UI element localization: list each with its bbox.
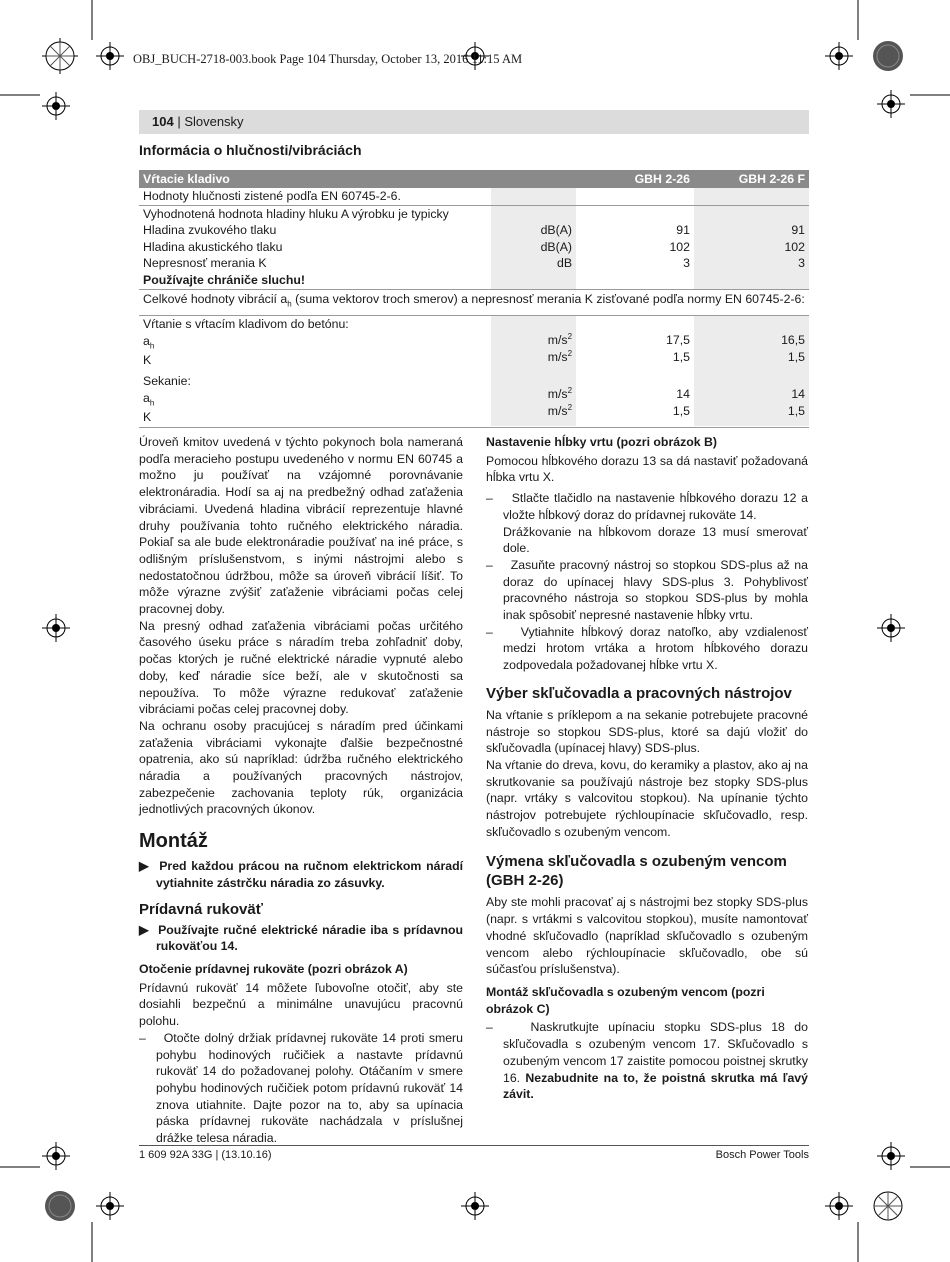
vibration-intro: Celkové hodnoty vibrácií $a_h$ (suma vektorov troch smerov) a nepresnosť merania K zisťované podľa normy EN 60745-2-6: (139, 289, 809, 315)
noise-label: Hladina akustického tlaku (143, 239, 283, 254)
list-item: – Stlačte tlačidlo na nastavenie hĺbkového dorazu 12 a vložte hĺbkový doraz do prídavnej rukoväte 14. (486, 491, 808, 522)
symbol-k: K (143, 353, 152, 368)
noise-value: 91 (676, 223, 690, 238)
page-section: Slovensky (184, 114, 244, 129)
noise-unit: dB (556, 256, 573, 271)
header-model-1: GBH 2-26 (576, 170, 694, 188)
noise-eval-text: Vyhodnotená hodnota hladiny hluku A výrobku je typicky (143, 206, 449, 221)
list-item: – Vytiahnite hĺbkový doraz natoľko, aby vzdialenosť medzi hrotom vrtáka a hrotom hĺbkového dorazu zodpovedala požadovanej hĺbke vrtu X. (486, 624, 808, 673)
vib-value: 14 (791, 386, 805, 401)
warning-item: ▶ Používajte ručné elektrické náradie iba s prídavnou rukoväťou 14. (139, 922, 463, 954)
heading-mount: Montáž skľučovadla s ozubeným vencom (pozri obrázok C) (486, 984, 765, 1016)
chisel-label: Sekanie: (143, 373, 191, 388)
table-row (139, 188, 809, 205)
noise-value: 3 (798, 256, 805, 271)
table-row (139, 205, 809, 289)
page-title: Informácia o hlučnosti/vibráciách (139, 142, 362, 158)
header-product: Vŕtacie kladivo (139, 170, 491, 188)
table-row (139, 289, 809, 315)
vib-value: 17,5 (666, 333, 690, 348)
noise-unit: dB(A) (540, 239, 573, 254)
page-bar (139, 110, 809, 134)
noise-value: 102 (784, 239, 805, 254)
paragraph: Úroveň kmitov uvedená v týchto pokynoch bola nameraná podľa meracieho postupu uvedeného v normu EN 60745 a možno ju používať na vzájomné porovnávanie elektronáradia. Hodí sa aj na predbežný odhad zaťaženia vibráciami. Uvedená hladina vibrácií reprezentuje hlavné druhy používania tohto ručného elektrického náradia. Pokiaľ sa ale bude elektronáradie používať na iné práce, s odlišným príslušenstvom, s inými nástrojmi alebo s nedostatočnou údržbou, môže sa úroveň vibrácií líšiť. To môže výrazne zvýšiť zaťaženie vibráciami počas celej pracovnej doby. (139, 435, 463, 617)
paragraph: Na presný odhad zaťaženia vibráciami počas určitého časového úseku práce s náradím treba zohľadniť doby, počas ktorých je ručné elektrické náradie vypnuté alebo doby, keď náradie síce beží, ale v skutočnosti sa nepoužíva. To môže výrazne redukovať zaťaženie vibráciami počas celej pracovnej doby. (139, 618, 463, 717)
right-column (486, 434, 808, 1103)
unit-ms2: $m/s^2$ (547, 385, 573, 401)
footer-code: 1 609 92A 33G | (13.10.16) (139, 1149, 272, 1161)
vib-value: 16,5 (781, 333, 805, 348)
symbol-ah: $a_h$ (143, 391, 155, 408)
list-item: – Zasuňte pracovný nástroj so stopkou SDS-plus až na doraz do upínacej hlavy SDS-plus 3. Pohyblivosť pracovného nástroja so stopkou SDS-plus by mohla inak spôsobiť nepresné nastavenie hĺbky vrtu. (486, 557, 808, 623)
noise-intro: Hodnoty hlučnosti zistené podľa EN 60745-2-6. (143, 189, 401, 203)
table-header-row (139, 170, 809, 188)
drill-label: Vŕtanie s vŕtacím kladivom do betónu: (143, 316, 349, 331)
vib-value: 1,5 (672, 349, 690, 364)
paragraph: Na vŕtanie do dreva, kovu, do keramiky a plastov, ako aj na skrutkovanie sa používajú nástroje bez stopky SDS-plus (napr. vrtáky s valcovitou stopkou). Na upínanie týchto nástrojov potrebujete rýchloupínacie skľučovadlo, resp. skľučovadlo s ozubeným vencom. (486, 757, 808, 839)
symbol-k: K (143, 410, 152, 425)
noise-value: 102 (669, 239, 690, 254)
list-item: – Otočte dolný držiak prídavnej rukoväte 14 proti smeru pohybu hodinových ručičiek a nastavte prídavnú rukoväť 14 do požadovanej polohy. Otáčaním v smere pohybu hodinových ručičiek potom prídavnú rukoväť 14 znova utiahnite. Dajte pozor na to, aby sa upínacia páska prídavnej rukoväte nachádzala v príslušnej drážke telesa náradia. (139, 1030, 463, 1146)
vib-value: 1,5 (787, 349, 805, 364)
heading-depth: Nastavenie hĺbky vrtu (pozri obrázok B) (486, 435, 717, 449)
paragraph: Na vŕtanie s príklepom a na sekanie potrebujete pracovné nástroje so stopkou SDS-plus, ktoré sa dajú vložiť do skľučovadla (upínacej hlavy) SDS-plus. (486, 707, 808, 756)
paragraph: Pomocou hĺbkového dorazu 13 sa dá nastaviť požadovaná hĺbka vrtu X. (486, 453, 808, 485)
paragraph: Prídavnú rukoväť 14 môžete ľubovoľne otočiť, aby ste dosiahli bezpečnú a minimálne unavujúcu pracovnú polohu. (139, 980, 463, 1029)
noise-value: 3 (683, 256, 690, 271)
table-row (139, 315, 809, 426)
noise-unit: dB(A) (540, 223, 573, 238)
header-unit (491, 170, 576, 188)
unit-ms2: $m/s^2$ (547, 402, 573, 418)
footer-divider (139, 1145, 809, 1146)
list-item: – Naskrutkujte upínaciu stopku SDS-plus 18 do skľučovadla s ozubeným vencom 17. Skľučovadlo s ozubeným vencom 17 zaistite pomocou poistnej skrutky 16. Nezabudnite na to, že poistná skrutka má ľavý závit. (486, 1020, 808, 1102)
symbol-ah: $a_h$ (143, 334, 155, 351)
heading-replace: Výmena skľučovadla s ozubeným vencom (GBH 2-26) (486, 853, 787, 890)
list-item-continued: Drážkovanie na hĺbkovom doraze 13 musí smerovať dole. (503, 524, 808, 556)
footer-brand: Bosch Power Tools (715, 1149, 809, 1161)
noise-label: Nepresnosť merania K (143, 256, 267, 271)
unit-ms2: $m/s^2$ (547, 332, 573, 348)
spec-table (139, 170, 809, 428)
noise-value: 91 (791, 223, 805, 238)
section-heading-montaz: Montáž (139, 830, 208, 853)
vib-value: 14 (676, 386, 690, 401)
unit-ms2: $m/s^2$ (547, 348, 573, 364)
heading-rotate: Otočenie prídavnej rukoväte (pozri obrázok A) (139, 961, 408, 976)
hearing-warning: Používajte chrániče sluchu! (143, 272, 305, 287)
heading-chuck: Výber skľučovadla a pracovných nástrojov (486, 684, 792, 702)
warning-item: ▶ Pred každou prácou na ručnom elektrickom náradí vytiahnite zástrčku náradia zo zásuvky. (139, 859, 463, 890)
left-column (139, 434, 463, 1147)
vib-value: 1,5 (672, 403, 690, 418)
paragraph: Na ochranu osoby pracujúcej s náradím pred účinkami zaťaženia vibráciami vykonajte ďalšie bezpečnostné opatrenia, ako sú napríklad: údržba ručného elektrického náradia a používaných pracovných nástrojov, zabezpečenie zachovania teploty rúk, organizácia jednotlivých pracovných úkonov. (139, 718, 463, 817)
page-number-label: 104 | Slovensky (152, 114, 244, 129)
vib-value: 1,5 (787, 403, 805, 418)
heading-handle: Prídavná rukoväť (139, 900, 263, 918)
print-header: OBJ_BUCH-2718-003.book Page 104 Thursday, October 13, 2016 11:15 AM (133, 52, 523, 66)
paragraph: Aby ste mohli pracovať aj s nástrojmi bez stopky SDS-plus (napr. s vrtákmi s valcovitou stopkou), musíte namontovať vhodné skľučovadlo (napríklad skľučovadlo s ozubeným vencom alebo rýchloupínacie skľučovadlo, obe sú súčasťou príslušenstva). (486, 895, 808, 977)
page-number: 104 (152, 114, 174, 129)
noise-label: Hladina zvukového tlaku (143, 223, 277, 238)
header-model-2: GBH 2-26 F (694, 170, 809, 188)
